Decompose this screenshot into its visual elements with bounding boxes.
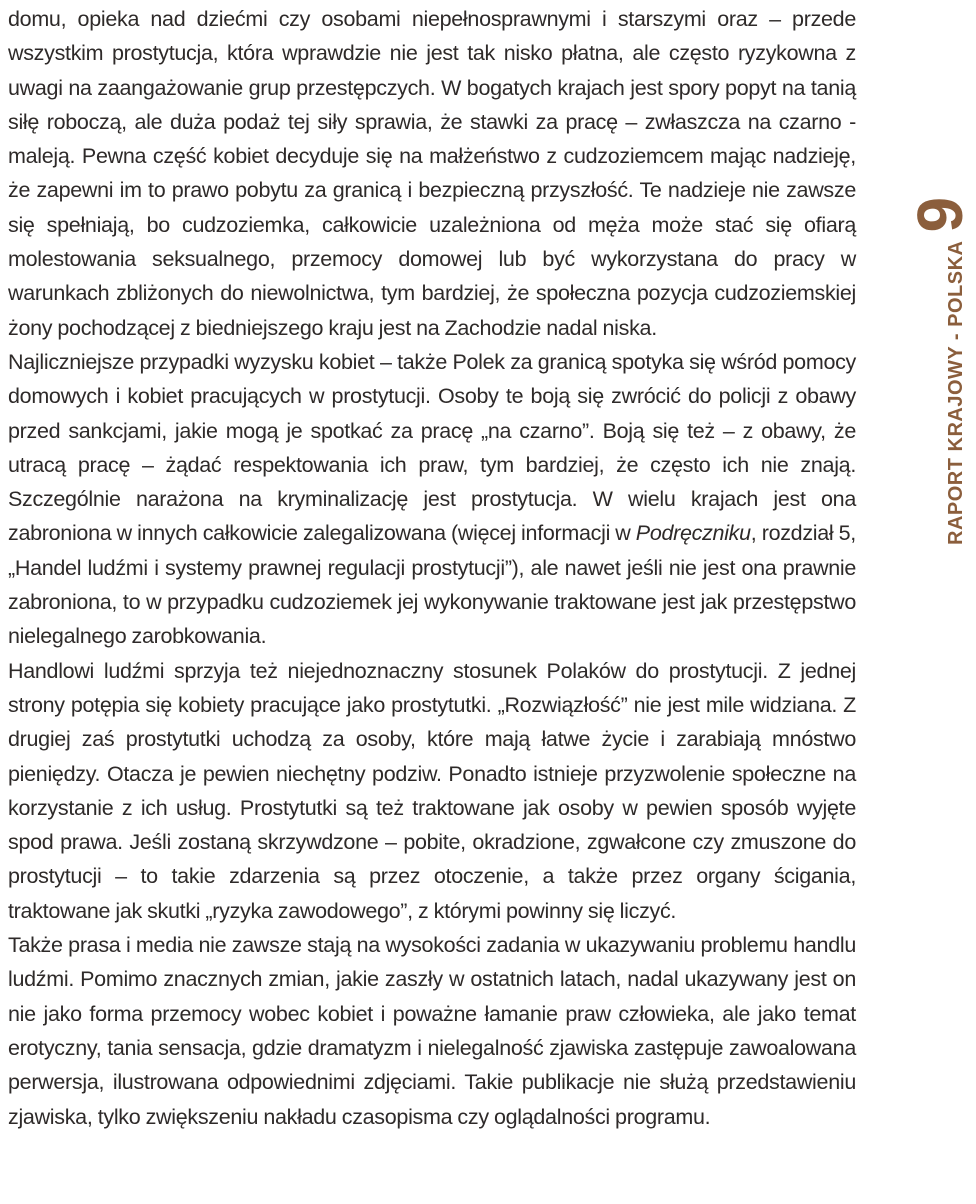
paragraph-2 bbox=[8, 345, 856, 654]
paragraph-1-text: domu, opieka nad dziećmi czy osobami niepełnosprawnymi i starszymi oraz – przede wszystkim prostytucja, która wprawdzie nie jest tak nisko płatna, ale często ryzykowna z uwagi na zaangażowanie grup przestępczych. W bogatych krajach jest spory popyt na tanią siłę roboczą, ale duża podaż tej siły sprawia, że stawki za pracę – zwłaszcza na czarno - maleją. Pewna część kobiet decyduje się na małżeństwo z cudzoziemcem mając nadzieję, że zapewni im to prawo pobytu za granicą i bezpieczną przyszłość. Te nadzieje nie zawsze się spełniają, bo cudzoziemka, całkowicie uzależniona od męża może stać się ofiarą molestowania seksualnego, przemocy domowej lub być wykorzystana do pracy w warunkach zbliżonych do niewolnictwa, tym bardziej, że społeczna pozycja cudzoziemskiej żony pochodzącej z biedniejszego kraju jest na Zachodzie nadal niska. bbox=[8, 7, 856, 340]
running-header bbox=[904, 196, 976, 545]
paragraph-4-text: Także prasa i media nie zawsze stają na wysokości zadania w ukazywaniu problemu handlu ludźmi. Pomimo znacznych zmian, jakie zaszły w ostatnich latach, nadal ukazywany jest on nie jako forma przemocy wobec kobiet i poważne łamanie praw człowieka, ale jako temat erotyczny, tania sensacja, gdzie dramatyzm i nielegalność zjawiska zastępuje zawoalowana perwersja, ilustrowana odpowiednimi zdjęciami. Takie publikacje nie służą przedstawieniu zjawiska, tylko zwiększeniu nakładu czasopisma czy oglądalności programu. bbox=[8, 933, 856, 1129]
paragraph-3-text: Handlowi ludźmi sprzyja też niejednoznaczny stosunek Polaków do prostytucji. Z jednej strony potępia się kobiety pracujące jako prostytutki. „Rozwiązłość” nie jest mile widziana. Z drugiej zaś prostytutki uchodzą za osoby, które mają łatwe życie i zarabiają mnóstwo pieniędzy. Otacza je pewien niechętny podziw. Ponadto istnieje przyzwolenie społeczne na korzystanie z ich usług. Prostytutki są też traktowane jak osoby w pewien sposób wyjęte spod prawa. Jeśli zostaną skrzywdzone – pobite, okradzione, zgwałcone czy zmuszone do prostytucji – to takie zdarzenia są przez otoczenie, a także przez organy ścigania, traktowane jak skutki „ryzyka zawodowego”, z którymi powinny się liczyć. bbox=[8, 658, 856, 923]
body-text bbox=[8, 2, 856, 1134]
paragraph-1 bbox=[8, 2, 856, 345]
paragraph-2-italic-term: Podręczniku bbox=[635, 521, 751, 546]
paragraph-2-text-end: , rozdział 5, „Handel ludźmi i systemy prawnej regulacji prostytucji”), ale nawet jeśli nie jest ona prawnie zabroniona, to w przypadku cudzoziemek jej wykonywanie traktowane jest jak przestępstwo nielegalnego zarobkowania. bbox=[8, 521, 856, 649]
paragraph-4 bbox=[8, 928, 856, 1134]
paragraph-2-text-start: Najliczniejsze przypadki wyzysku kobiet – także Polek za granicą spotyka się wśród pomocy domowych i kobiet pracujących w prostytucji. Osoby te boją się zwrócić do policji z obawy przed sankcjami, jakie mogą je spotkać za pracę „na czarno”. Boją się też – z obawy, że utracą pracę – żądać respektowania ich praw, tym bardziej, że często ich nie znają. Szczególnie narażona na kryminalizację jest prostytucja. W wielu krajach jest ona zabroniona w innych całkowicie zalegalizowana (więcej informacji w bbox=[8, 349, 856, 546]
page-number: 9 bbox=[904, 196, 976, 233]
paragraph-3 bbox=[8, 654, 856, 928]
report-label: RAPORT KRAJOWY - POLSKA bbox=[945, 240, 967, 545]
